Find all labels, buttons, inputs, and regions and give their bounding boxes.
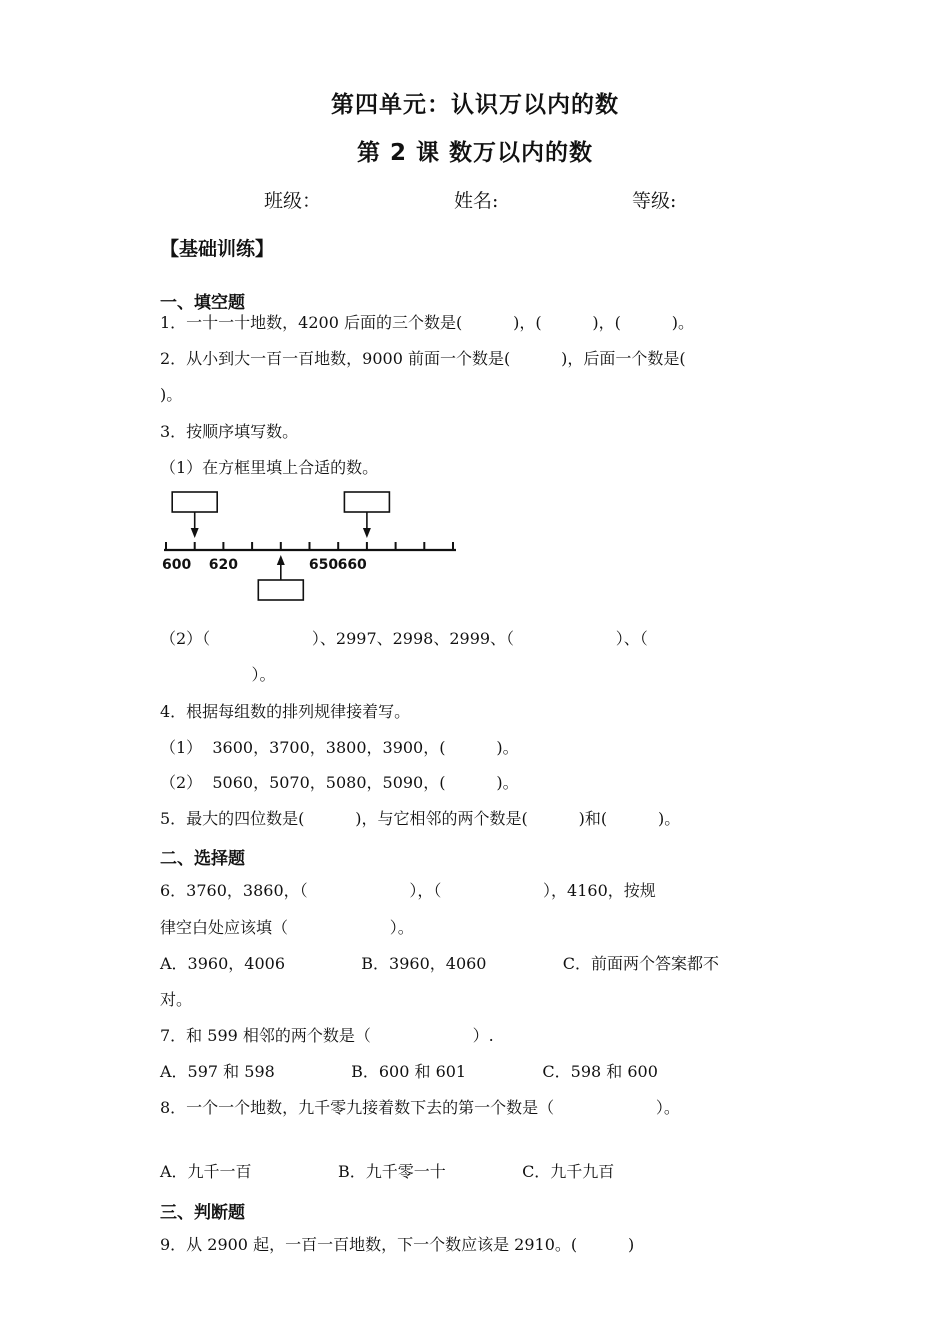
question-1: 1．一十一十地数，4200 后面的三个数是( )，( )，( )。 — [160, 313, 695, 332]
question-6: 6．3760，3860，（ ），（ ），4160，按规 — [160, 881, 656, 900]
answer-box — [258, 555, 303, 600]
name-label: 姓名: — [454, 190, 499, 212]
question-6-options-cont: 对。 — [160, 990, 193, 1009]
question-4: 4．根据每组数的排列规律接着写。 — [160, 702, 411, 721]
question-6-options: A．3960，4006 B．3960，4060 C．前面两个答案都不 — [160, 954, 720, 973]
question-4-part-1: （1） 3600，3700，3800，3900，( )。 — [160, 738, 519, 757]
question-6-cont: 律空白处应该填（ ）。 — [160, 918, 414, 937]
lesson-title: 第 2 课 数万以内的数 — [356, 140, 594, 166]
question-3-part-2: （2）（ ）、2997、2998、2999、（ ）、（ — [160, 629, 648, 648]
question-2: 2．从小到大一百一百地数，9000 前面一个数是( )，后面一个数是( — [160, 349, 686, 368]
question-8-options: A．九千一百 B．九千零一十 C．九千九百 — [160, 1162, 615, 1181]
number-line-figure — [160, 488, 470, 612]
question-5: 5．最大的四位数是( )，与它相邻的两个数是( )和( )。 — [160, 809, 681, 828]
number-line-label: 660 — [337, 557, 367, 573]
question-7: 7．和 599 相邻的两个数是（ ）. — [160, 1026, 494, 1045]
answer-box — [344, 492, 389, 538]
number-line-label: 620 — [208, 557, 239, 573]
grade-label: 等级: — [632, 190, 677, 212]
question-3: 3．按顺序填写数。 — [160, 422, 299, 441]
number-line-svg — [160, 488, 470, 608]
question-3-part-1: （1）在方框里填上合适的数。 — [160, 458, 379, 477]
answer-box — [172, 492, 217, 538]
question-4-part-2: （2） 5060，5070，5080，5090，( )。 — [160, 773, 519, 792]
section-heading-choice: 二、选择题 — [160, 849, 245, 869]
class-label: 班级： — [264, 190, 322, 212]
question-8: 8．一个一个地数，九千零九接着数下去的第一个数是（ ）。 — [160, 1098, 680, 1117]
section-banner: 【基础训练】 — [160, 238, 275, 260]
section-heading-judge: 三、判断题 — [160, 1203, 245, 1223]
section-heading-fill: 一、填空题 — [160, 293, 245, 313]
number-line-label: 650 — [308, 557, 339, 573]
question-3-part-2-cont: ）。 — [160, 665, 276, 684]
number-line-label: 600 — [162, 557, 192, 573]
question-7-options: A．597 和 598 B．600 和 601 C．598 和 600 — [160, 1062, 658, 1081]
unit-title: 第四单元：认识万以内的数 — [331, 92, 619, 118]
question-2-cont: )。 — [160, 385, 183, 404]
question-9: 9．从 2900 起，一百一百地数，下一个数应该是 2910。( ) — [160, 1235, 635, 1254]
